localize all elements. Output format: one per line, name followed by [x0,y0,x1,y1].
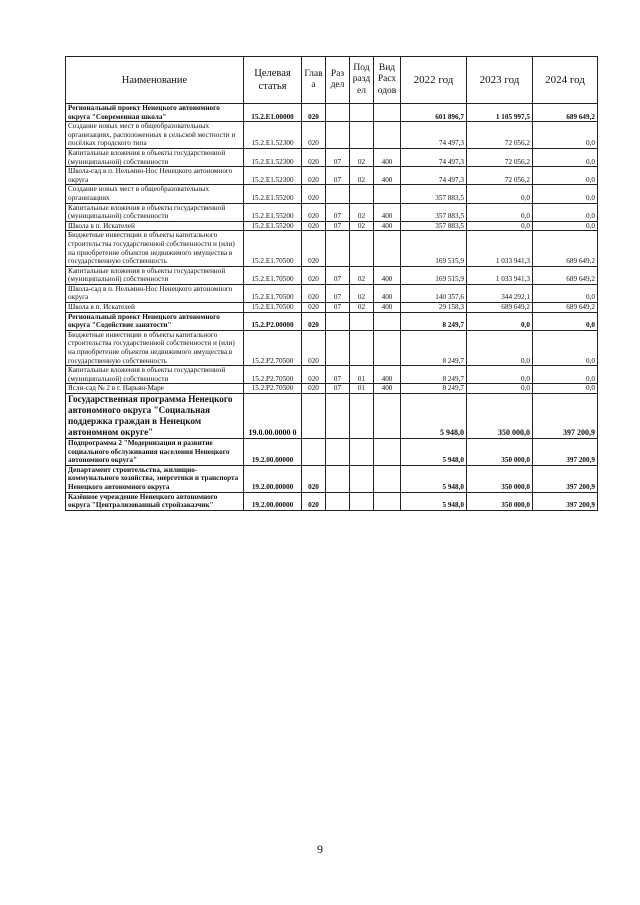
cell-name: Капитальные вложения в объекты государственной (муниципальной) собственности [66,366,244,384]
cell-target: 15.2.Е1.52300 [244,167,302,185]
cell-podrazd: 02 [350,203,374,221]
cell-glav: 020 [302,203,326,221]
cell-2023: 350 000,0 [467,439,533,466]
cell-2023: 0,0 [467,312,533,330]
cell-target: 15.2.Е1.52300 [244,122,302,149]
header-vid: Вид Расх одов [374,57,401,104]
cell-vid [374,492,401,510]
table-row [66,266,598,284]
cell-2022: 5 948,0 [401,439,467,466]
cell-name: Региональный проект Ненецкого автономного округа "Содействие занятости" [66,312,244,330]
cell-2022: 357 883,5 [401,221,467,231]
cell-name: Школа-сад в п. Нельмин-Нос Ненецкого автономного округа [66,167,244,185]
cell-2024: 0,0 [533,384,598,394]
cell-razdel: 07 [326,266,350,284]
cell-glav [302,439,326,466]
table-row [66,366,598,384]
cell-target: 15.2.Е1.52300 [244,148,302,166]
cell-podrazd: 02 [350,266,374,284]
table-row [66,167,598,185]
cell-razdel: 07 [326,366,350,384]
header-2024: 2024 год [533,57,598,104]
cell-target: 19.2.00.00000 [244,492,302,510]
header-podrazd: Под разд ел [350,57,374,104]
cell-razdel [326,104,350,122]
cell-vid: 400 [374,384,401,394]
cell-2023: 0,0 [467,384,533,394]
cell-2024: 689 649,2 [533,231,598,266]
cell-2023: 0,0 [467,366,533,384]
budget-table [65,56,598,511]
cell-razdel [326,185,350,203]
cell-2023: 350 000,0 [467,465,533,492]
cell-name: Бюджетные инвестиции в объекты капитального строительства государственной собственности и (или) на приобретение объектов недвижимого имущества в государственную собственность [66,231,244,266]
cell-2022: 8 249,7 [401,384,467,394]
cell-razdel [326,394,350,439]
cell-target: 19.2.00.00000 [244,465,302,492]
cell-2023: 0,0 [467,221,533,231]
cell-name: Бюджетные инвестиции в объекты капитального строительства государственной собственности и (или) на приобретение объектов недвижимого имущества в государственную собственность [66,330,244,365]
cell-target: 15.2.Е1.70500 [244,284,302,302]
cell-podrazd: 02 [350,284,374,302]
cell-vid: 400 [374,266,401,284]
cell-glav [302,394,326,439]
cell-glav: 020 [302,492,326,510]
cell-target: 15.2.Е1.00000 [244,104,302,122]
cell-razdel [326,330,350,365]
cell-target: 15.2.Е1.55200 [244,185,302,203]
cell-razdel [326,465,350,492]
cell-podrazd [350,465,374,492]
cell-2024: 0,0 [533,366,598,384]
cell-podrazd [350,330,374,365]
cell-2023: 72 056,2 [467,167,533,185]
cell-razdel: 07 [326,303,350,313]
cell-target: 15.2.Е1.55200 [244,221,302,231]
cell-glav: 020 [302,465,326,492]
cell-vid [374,122,401,149]
cell-razdel: 07 [326,203,350,221]
table-row [66,203,598,221]
cell-2023: 0,0 [467,185,533,203]
cell-razdel: 07 [326,284,350,302]
cell-podrazd [350,312,374,330]
cell-vid: 400 [374,167,401,185]
cell-name: Школа в п. Искателей [66,221,244,231]
cell-name: Государственная программа Ненецкого автономного округа "Социальная поддержка граждан в Ненецком автономном округе" [66,394,244,439]
cell-target: 19.2.00.00000 [244,439,302,466]
cell-podrazd [350,185,374,203]
cell-podrazd [350,492,374,510]
cell-glav: 020 [302,303,326,313]
cell-name: Создание новых мест в общеобразовательных организациях [66,185,244,203]
cell-2024: 689 649,2 [533,104,598,122]
cell-glav: 020 [302,284,326,302]
table-row [66,185,598,203]
cell-vid [374,104,401,122]
cell-2023: 0,0 [467,330,533,365]
table-row [66,312,598,330]
table-row [66,303,598,313]
table-row [66,465,598,492]
cell-2024: 397 200,9 [533,439,598,466]
header-target: Целевая статья [244,57,302,104]
table-row [66,384,598,394]
cell-name: Капитальные вложения в объекты государственной (муниципальной) собственности [66,148,244,166]
cell-2024: 0,0 [533,122,598,149]
cell-2024: 0,0 [533,203,598,221]
cell-name: Создание новых мест в общеобразовательных организациях, расположенных в сельской местности и посёлках городского типа [66,122,244,149]
cell-name: Департамент строительства, жилищно-коммунального хозяйства, энергетики и транспорта Ненецкого автономного округа [66,465,244,492]
cell-name: Региональный проект Ненецкого автономного округа "Современная школа" [66,104,244,122]
cell-vid [374,439,401,466]
cell-2022: 74 497,3 [401,148,467,166]
cell-vid: 400 [374,148,401,166]
cell-glav: 020 [302,221,326,231]
cell-vid: 400 [374,203,401,221]
cell-razdel: 07 [326,148,350,166]
cell-2024: 0,0 [533,148,598,166]
table-row [66,492,598,510]
cell-podrazd: 02 [350,148,374,166]
cell-vid: 400 [374,366,401,384]
table-row [66,284,598,302]
cell-target: 15.2.Р2.70500 [244,384,302,394]
table-header-row [66,57,598,104]
cell-razdel [326,122,350,149]
cell-name: Школа в п. Искателей [66,303,244,313]
cell-2022: 601 896,7 [401,104,467,122]
table-row [66,439,598,466]
cell-glav: 020 [302,104,326,122]
cell-podrazd: 01 [350,366,374,384]
cell-vid: 400 [374,284,401,302]
cell-2023: 350 000,0 [467,492,533,510]
cell-razdel [326,492,350,510]
cell-2024: 0,0 [533,167,598,185]
cell-2024: 0,0 [533,312,598,330]
cell-2023: 1 033 941,3 [467,266,533,284]
cell-podrazd: 02 [350,221,374,231]
cell-target: 15.2.Р2.70500 [244,366,302,384]
cell-2023: 72 056,2 [467,122,533,149]
header-2022: 2022 год [401,57,467,104]
table-row [66,104,598,122]
table-row [66,330,598,365]
cell-name: Казённое учреждение Ненецкого автономного округа "Централизованный стройзаказчик" [66,492,244,510]
cell-target: 19.0.00.0000 0 [244,394,302,439]
cell-2023: 0,0 [467,203,533,221]
cell-name: Подпрограмма 2 "Модернизация и развитие социального обслуживания населения Ненецкого автономного округа" [66,439,244,466]
cell-2023: 1 105 997,5 [467,104,533,122]
cell-2022: 5 948,0 [401,492,467,510]
cell-2023: 350 000,0 [467,394,533,439]
cell-2024: 397 200,9 [533,465,598,492]
cell-podrazd [350,122,374,149]
cell-podrazd: 01 [350,384,374,394]
header-glav: Глав а [302,57,326,104]
cell-glav: 020 [302,384,326,394]
cell-2022: 5 948,0 [401,394,467,439]
cell-glav: 020 [302,167,326,185]
cell-2024: 397 200,9 [533,394,598,439]
cell-name: Школа-сад в п. Нельмин-Нос Ненецкого автономного округа [66,284,244,302]
cell-razdel: 07 [326,384,350,394]
cell-vid: 400 [374,221,401,231]
cell-vid [374,394,401,439]
cell-podrazd [350,231,374,266]
cell-razdel [326,231,350,266]
cell-2024: 0,0 [533,221,598,231]
cell-2024: 689 649,2 [533,266,598,284]
cell-2024: 397 200,9 [533,492,598,510]
cell-podrazd: 02 [350,303,374,313]
cell-2022: 5 948,0 [401,465,467,492]
cell-2022: 169 515,9 [401,231,467,266]
cell-2022: 140 357,6 [401,284,467,302]
table-row [66,122,598,149]
cell-podrazd: 02 [350,167,374,185]
cell-target: 15.2.Е1.55200 [244,203,302,221]
cell-target: 15.2.Р2.70500 [244,330,302,365]
cell-2022: 8 249,7 [401,366,467,384]
table-row [66,148,598,166]
cell-vid [374,231,401,266]
cell-podrazd [350,394,374,439]
cell-vid [374,330,401,365]
cell-glav: 020 [302,330,326,365]
cell-2022: 29 158,3 [401,303,467,313]
cell-2024: 689 649,2 [533,303,598,313]
cell-vid [374,465,401,492]
cell-2023: 72 056,2 [467,148,533,166]
cell-2022: 357 883,5 [401,185,467,203]
cell-2023: 689 649,2 [467,303,533,313]
cell-2023: 1 033 941,3 [467,231,533,266]
cell-2022: 74 497,3 [401,167,467,185]
cell-2022: 357 883,5 [401,203,467,221]
cell-vid: 400 [374,303,401,313]
cell-glav: 020 [302,366,326,384]
cell-name: Капитальные вложения в объекты государственной (муниципальной) собственности [66,203,244,221]
page-number: 9 [317,842,323,856]
cell-razdel [326,312,350,330]
cell-2024: 0,0 [533,185,598,203]
cell-target: 15.2.Р2.00000 [244,312,302,330]
cell-target: 15.2.Е1.70500 [244,231,302,266]
cell-vid [374,185,401,203]
cell-razdel: 07 [326,221,350,231]
cell-name: Ясли-сад № 2 в г. Нарьян-Маре [66,384,244,394]
cell-podrazd [350,439,374,466]
cell-2022: 74 497,3 [401,122,467,149]
header-razdel: Раз дел [326,57,350,104]
cell-2023: 344 292,1 [467,284,533,302]
cell-2022: 169 515,9 [401,266,467,284]
cell-glav: 020 [302,231,326,266]
header-2023: 2023 год [467,57,533,104]
cell-target: 15.2.Е1.70500 [244,303,302,313]
header-name: Наименование [66,57,244,104]
cell-2022: 8 249,7 [401,330,467,365]
cell-razdel: 07 [326,167,350,185]
cell-razdel [326,439,350,466]
table-row [66,231,598,266]
table-row [66,221,598,231]
cell-glav: 020 [302,185,326,203]
cell-2024: 0,0 [533,284,598,302]
cell-glav: 020 [302,148,326,166]
cell-vid [374,312,401,330]
cell-glav: 020 [302,266,326,284]
cell-2024: 0,0 [533,330,598,365]
table-body [66,104,598,511]
cell-target: 15.2.Е1.70500 [244,266,302,284]
cell-name: Капитальные вложения в объекты государственной (муниципальной) собственности [66,266,244,284]
cell-glav: 020 [302,312,326,330]
cell-2022: 8 249,7 [401,312,467,330]
table-row [66,394,598,439]
cell-glav: 020 [302,122,326,149]
cell-podrazd [350,104,374,122]
